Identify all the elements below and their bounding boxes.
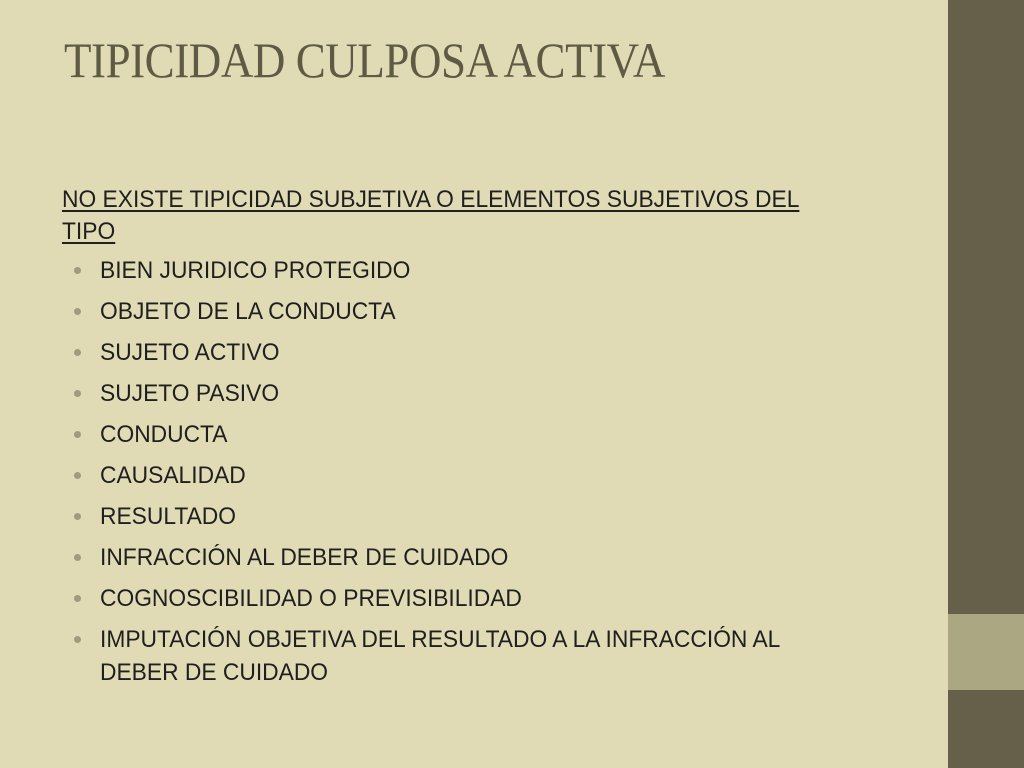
bullet-text: COGNOSCIBILIDAD O PREVISIBILIDAD bbox=[100, 585, 522, 612]
bullet-text: IMPUTACIÓN OBJETIVA DEL RESULTADO A LA INFRACCIÓN AL DEBER DE CUIDADO bbox=[100, 626, 780, 686]
bullet-dot-icon bbox=[74, 472, 81, 479]
bullet-item bbox=[62, 295, 892, 328]
bullet-item bbox=[62, 541, 892, 574]
bullet-dot-icon bbox=[74, 349, 81, 356]
bullet-item bbox=[62, 336, 892, 369]
bullet-dot-icon bbox=[74, 513, 81, 520]
bullet-item bbox=[62, 582, 892, 615]
bullet-text: CAUSALIDAD bbox=[100, 462, 246, 489]
bullet-text: INFRACCIÓN AL DEBER DE CUIDADO bbox=[100, 544, 509, 571]
bullet-item bbox=[62, 418, 892, 451]
bullet-item bbox=[62, 500, 892, 533]
bullet-text: RESULTADO bbox=[100, 503, 236, 530]
bullet-text: SUJETO ACTIVO bbox=[100, 339, 280, 366]
slide-content bbox=[62, 184, 892, 697]
bullet-dot-icon bbox=[74, 431, 81, 438]
bullet-text: CONDUCTA bbox=[100, 421, 228, 448]
bullet-dot-icon bbox=[74, 308, 81, 315]
bullet-list bbox=[62, 254, 892, 689]
slide-title: TIPICIDAD CULPOSA ACTIVA bbox=[64, 32, 665, 88]
bullet-dot-icon bbox=[74, 267, 81, 274]
side-bar-accent bbox=[948, 614, 1024, 690]
bullet-dot-icon bbox=[74, 390, 81, 397]
intro-text: NO EXISTE TIPICIDAD SUBJETIVA O ELEMENTOS SUBJETIVOS DEL TIPO bbox=[62, 186, 800, 245]
bullet-text: SUJETO PASIVO bbox=[100, 380, 280, 407]
bullet-item bbox=[62, 254, 892, 287]
bullet-dot-icon bbox=[74, 554, 81, 561]
bullet-text: OBJETO DE LA CONDUCTA bbox=[100, 298, 396, 325]
bullet-text: BIEN JURIDICO PROTEGIDO bbox=[100, 257, 411, 284]
bullet-item bbox=[62, 377, 892, 410]
bullet-dot-icon bbox=[74, 595, 81, 602]
bullet-item bbox=[62, 623, 892, 689]
bullet-dot-icon bbox=[74, 636, 81, 643]
bullet-item bbox=[62, 459, 892, 492]
